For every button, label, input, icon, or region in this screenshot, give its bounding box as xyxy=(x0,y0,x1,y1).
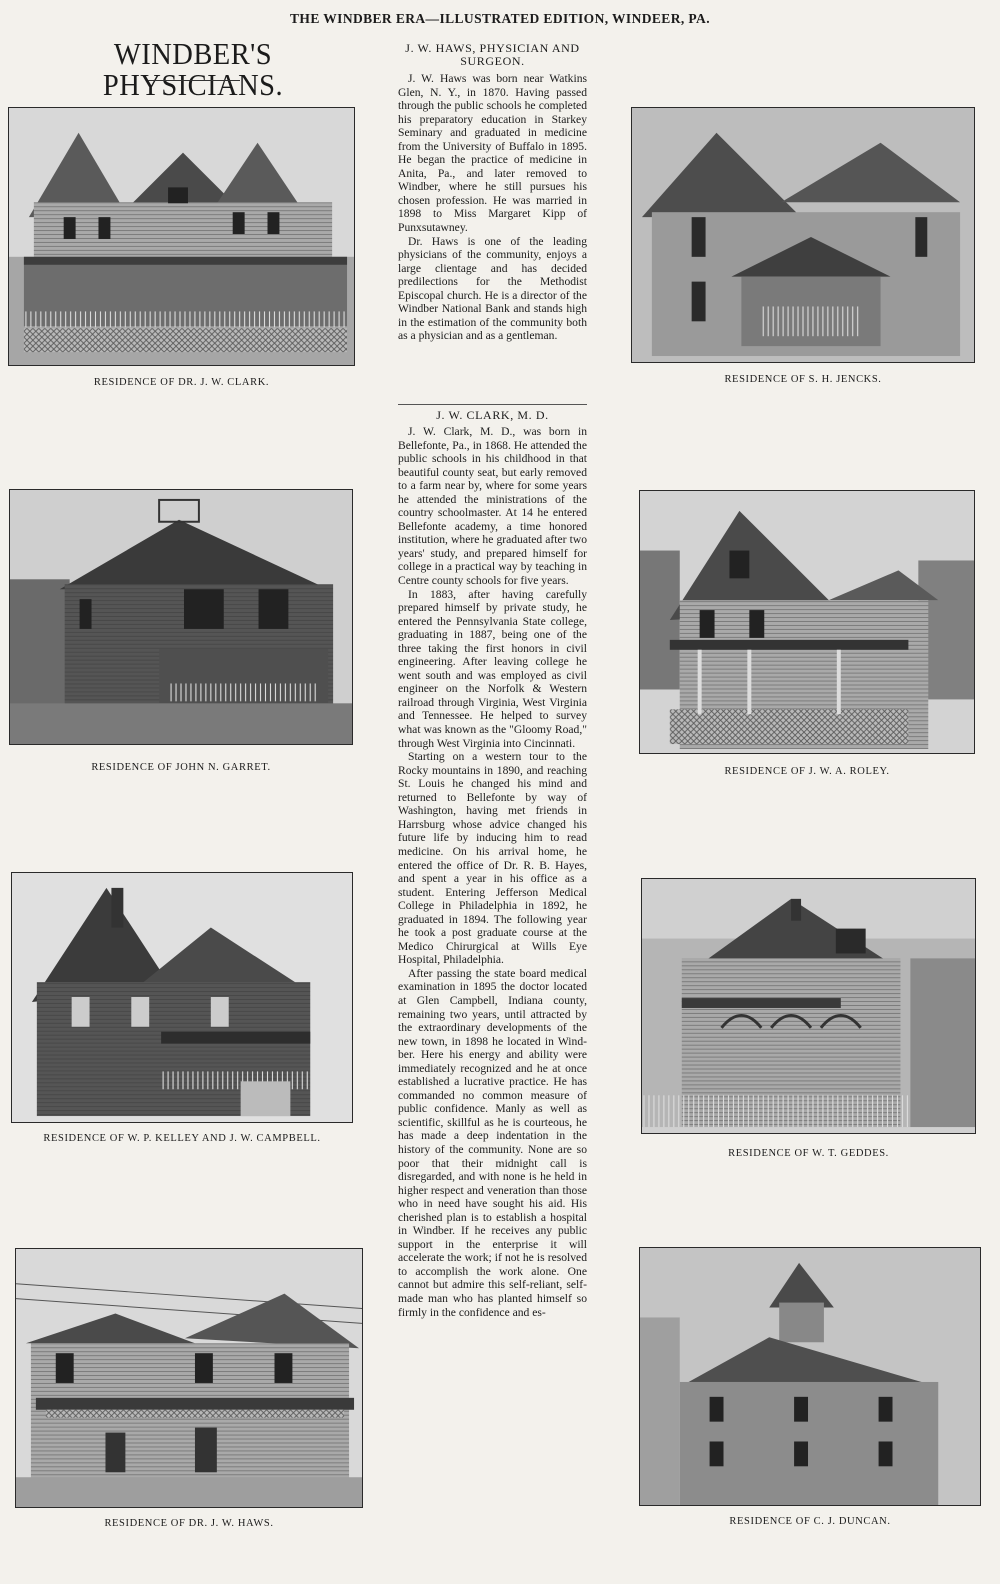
photo-duncan-residence xyxy=(639,1247,981,1506)
photo-clark-residence xyxy=(8,107,355,366)
article-clark-paragraph: J. W. Clark, M. D., was born in Bellefonte, Pa., in 1868. He attended the public schools in his childhood in that beautiful county seat, but early removed to a farm near by, where for some years he attended the ministrations of the country schoolmaster. At 14 he entered Bellefonte academy, a time honored institution, where he graduated after two years' study, and prepared himself for college in a practical way by teaching in Centre county schools for five years. xyxy=(398,425,587,588)
article-haws-paragraph: Dr. Haws is one of the leading physicians of the community, enjoys a large clientage and has decided predilections for the Methodist Episcopal church. He is a director of the Windber National Bank and stands high in the estimation of the community both as a physician and as a gentleman. xyxy=(398,234,587,343)
caption-jencks: RESIDENCE OF S. H. JENCKS. xyxy=(724,374,882,385)
caption-clark: RESIDENCE OF DR. J. W. CLARK. xyxy=(93,377,270,388)
page-title: WINDBER'S PHYSICIANS. xyxy=(102,36,284,102)
article-haws-heading-line2: SURGEON. xyxy=(460,54,525,68)
caption-geddes: RESIDENCE OF W. T. GEDDES. xyxy=(728,1148,889,1159)
article-clark-paragraph: In 1883, after having carefully prepared himself by private study, he entered the Pennsylvania State college, graduating in 1887, being one of the three taking the first honors in civil engineering. After leaving college he went south and was employed as civil engineer on the Norfolk & Western railroad through Virginia, West Virginia and Tennessee. He helped to survey what was known as the "Gloomy Road," through West Virginia into Cincinnati. xyxy=(398,587,587,750)
caption-garret: RESIDENCE OF JOHN N. GARRET. xyxy=(91,762,271,773)
article-haws-paragraph: J. W. Haws was born near Watkins Glen, N. Y., in 1870. Having passed through the public schools he completed his preparatory education in Starkey Seminary and graduated in medicine from the University of Buffalo in 1895. He began the practice of medicine in Anita, Pa., and later removed to Windber, where he still pursues his chosen profession. He was married in 1898 to Miss Margaret Kipp of Punxsutawney. xyxy=(398,72,587,235)
article-clark xyxy=(398,404,587,1319)
caption-haws: RESIDENCE OF DR. J. W. HAWS. xyxy=(104,1518,274,1529)
photo-jencks-residence xyxy=(631,107,975,363)
article-clark-paragraph: After passing the state board medical examination in 1895 the doctor located at Glen Campbell, Indiana county, remaining two years, until attracted by the extraordinary developments of the new town, in 1898 he located in Windber. Here his energy and ability were immediately recognized and he at once established a lucrative practice. He has commanded no common measure of public confidence. Manly as well as scientific, skillful as he is courteous, he has made a deep indentation in the history of the community. None are so poor that their midnight call is disregarded, and with none is he held in higher respect and veneration than those who in need have sought his aid. His cherished plan is to establish a hospital in Windber. If he receives any public support in the enterprise it will accelerate the work; if not he is resolved to accomplish the work alone. One cannot but admire this self-reliant, self-made man who has planted himself so firmly in the confidence and es- xyxy=(398,966,587,1319)
photo-roley-residence xyxy=(639,490,975,754)
article-clark-heading: J. W. CLARK, M. D. xyxy=(398,404,587,422)
photo-haws-residence xyxy=(15,1248,363,1508)
photo-kelley-campbell-residence xyxy=(11,872,353,1123)
caption-duncan: RESIDENCE OF C. J. DUNCAN. xyxy=(729,1516,891,1527)
article-haws-heading-line1: J. W. HAWS, PHYSICIAN AND xyxy=(405,41,580,55)
photo-geddes-residence xyxy=(641,878,976,1134)
caption-roley: RESIDENCE OF J. W. A. ROLEY. xyxy=(724,766,890,777)
photo-garret-residence xyxy=(9,489,353,745)
article-clark-paragraph: Starting on a western tour to the Rocky mountains in 1890, and reaching St. Louis he changed his mind and returned to Bellefonte by way of Washington, having met friends in Harrsburg whose advice changed his future life by inducing him to read medicine. On his arrival home, he entered the office of Dr. R. B. Hayes, and spent a year in his office as a student. Entering Jefferson Medical College in Philadelphia in 1892, he graduated in 1894. The following year he took a post graduate course at the Medico Chirurgical at Wills Eye Hospital, Philadelphia. xyxy=(398,750,587,967)
running-head: THE WINDBER ERA—ILLUSTRATED EDITION, WINDEER, PA. xyxy=(290,11,710,26)
caption-kelley: RESIDENCE OF W. P. KELLEY AND J. W. CAMPBELL. xyxy=(43,1133,321,1144)
title-divider xyxy=(148,80,240,81)
article-haws-heading xyxy=(398,42,587,68)
article-haws xyxy=(398,42,587,343)
